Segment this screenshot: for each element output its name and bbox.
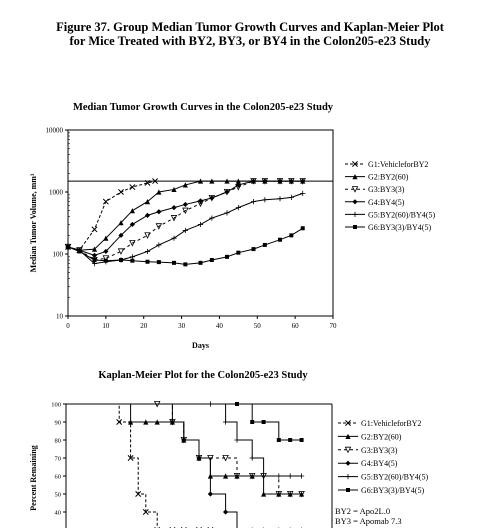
km-data-point <box>288 438 292 442</box>
x-tick-label: 70 <box>329 322 337 330</box>
legend-marker <box>346 488 350 492</box>
y-tick-label: 10 <box>56 312 63 321</box>
km-y-tick-label: 40 <box>54 509 61 517</box>
km-y-tick-label: 90 <box>54 419 61 427</box>
legend-marker <box>345 474 350 479</box>
legend-label: G2:BY2(60) <box>361 432 402 442</box>
legend-label: G6:BY3(3)/BY4(5) <box>361 486 425 495</box>
legend-marker <box>345 461 350 466</box>
x-tick-label: 0 <box>66 322 70 330</box>
x-tick-label: 30 <box>178 322 186 330</box>
legend-label: G6:BY3(3)/BY4(5) <box>368 223 432 232</box>
y-tick-label: 100 <box>52 250 63 259</box>
x-tick-label: 20 <box>140 322 148 330</box>
x-axis-label: Days <box>192 341 209 350</box>
x-tick-label: 50 <box>253 322 261 330</box>
legend-label: G2:BY2(60) <box>368 172 409 182</box>
legend-label: G1:VehicleforBY2 <box>361 419 422 428</box>
note-by2: BY2 = Apo2L.0 <box>335 506 391 516</box>
km-data-point <box>277 438 281 442</box>
legend-label: G5:BY2(60)/BY4(5) <box>361 472 429 482</box>
km-data-point <box>299 473 304 478</box>
km-data-point <box>223 419 228 424</box>
note-by3: BY3 = Apomab 7.3 <box>335 516 402 526</box>
y-tick-label: 1000 <box>49 188 63 197</box>
km-data-point <box>223 509 228 514</box>
km-series-line <box>66 404 302 494</box>
km-y-tick-label: 80 <box>54 437 61 445</box>
x-tick-label: 40 <box>215 322 223 330</box>
legend-label: G4:BY4(5) <box>368 197 405 207</box>
km-data-point <box>250 455 255 460</box>
legend-label: G3:BY3(3) <box>361 445 398 455</box>
figure-title-line1: Figure 37. Group Median Tumor Growth Curves and Kaplan-Meier Plot <box>56 20 444 34</box>
km-y-tick-label: 70 <box>54 455 61 463</box>
km-data-point <box>276 473 281 478</box>
km-data-point <box>208 491 213 496</box>
y-axis-label: Median Tumor Volume, mm³ <box>29 173 38 273</box>
legend-label: G4:BY4(5) <box>361 459 398 469</box>
km-y-axis-label: Percent Remaining <box>29 445 38 511</box>
figure-title-line2: for Mice Treated with BY2, BY3, or BY4 in the Colon205-e23 Study <box>69 34 431 48</box>
km-series-line <box>66 404 302 528</box>
y-tick-label: 10000 <box>45 126 63 135</box>
km-data-point <box>300 438 304 442</box>
km-data-point <box>288 473 293 478</box>
km-series-line <box>66 404 302 494</box>
km-y-tick-label: 50 <box>54 491 61 499</box>
growth-chart-title: Median Tumor Growth Curves in the Colon205-e23 Study <box>72 102 334 113</box>
km-y-tick-label: 100 <box>51 401 61 409</box>
km-data-point <box>234 437 239 442</box>
km-data-point <box>235 402 239 406</box>
km-data-point <box>262 420 266 424</box>
km-data-point <box>250 420 254 424</box>
km-chart-title: Kaplan-Meier Plot for the Colon205-e23 Study <box>98 370 308 381</box>
km-y-tick-label: 60 <box>54 473 61 481</box>
x-tick-label: 10 <box>102 322 110 330</box>
km-data-point <box>117 419 122 424</box>
x-tick-label: 60 <box>291 322 299 330</box>
legend-label: G1:VehicleforBY2 <box>368 160 429 169</box>
legend-label: G5:BY2(60)/BY4(5) <box>368 210 436 220</box>
legend-label: G3:BY3(3) <box>368 185 405 195</box>
